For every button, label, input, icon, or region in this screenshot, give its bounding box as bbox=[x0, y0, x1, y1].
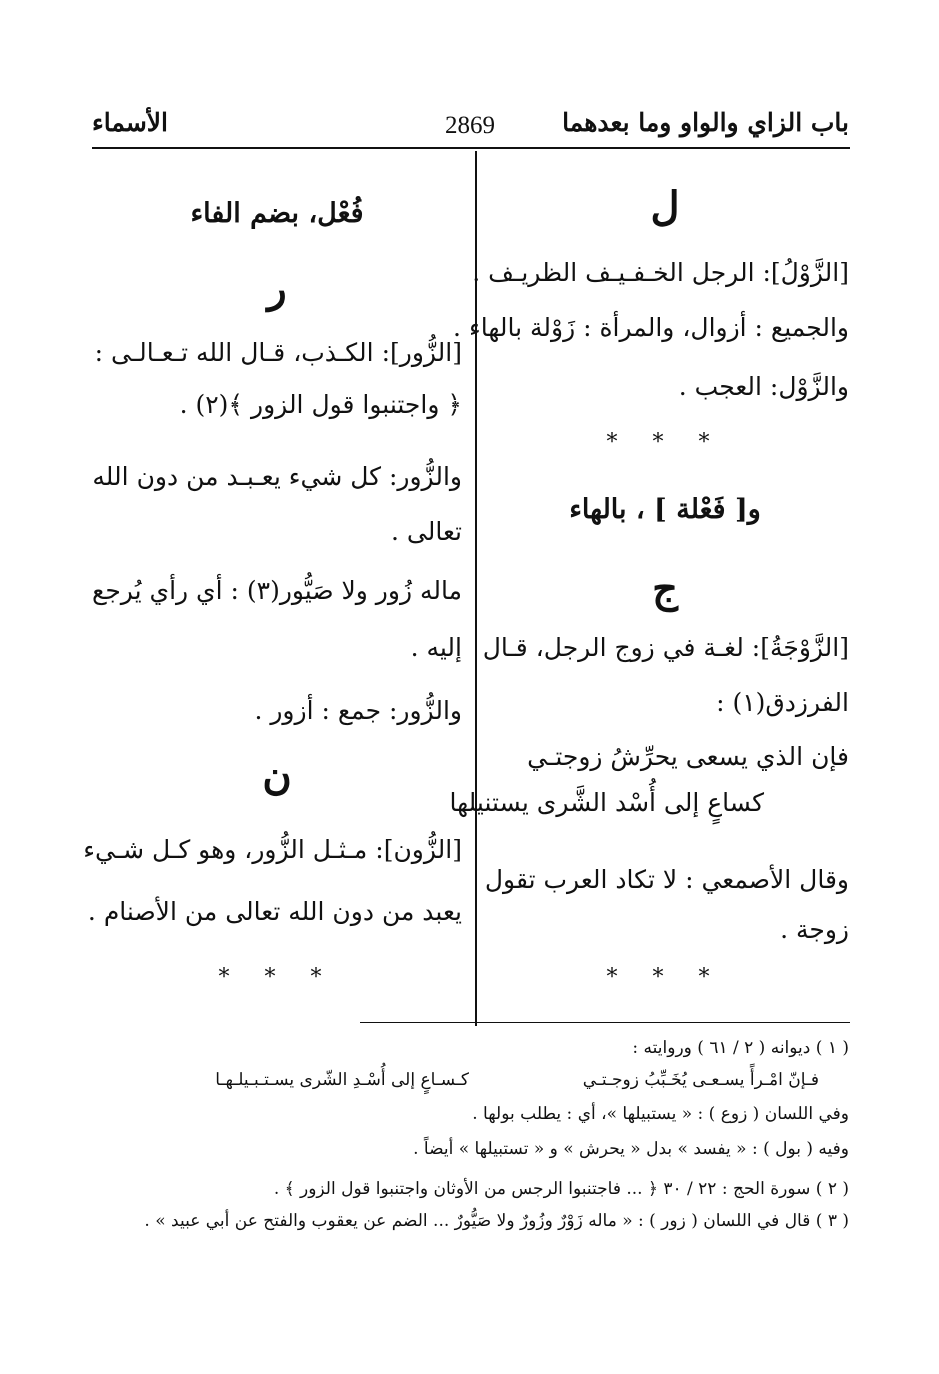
entry-zun-cont: يعبد من دون الله تعالى من الأصنام . bbox=[87, 897, 462, 926]
footnote-1: ( ١ ) ديوانه ( ٢ / ٦١ ) وروايته : bbox=[632, 1038, 849, 1058]
footnote-1-lisan: وفي اللسان ( زوع ) : « يستبيلها »، أي : يطلب بولها . bbox=[472, 1104, 849, 1124]
section-separator: * * * bbox=[606, 965, 724, 990]
entry-zur-quran: ﴿ واجتنبوا قول الزور ﴾(٢) . bbox=[179, 390, 462, 419]
letter-lam: ل bbox=[650, 183, 680, 230]
entry-asmai-cont: زوجة . bbox=[780, 915, 849, 944]
entry-zur: [الزُّور]: الكـذب، قـال الله تـعـالـى : bbox=[94, 338, 462, 367]
footnote-1-variant: وفيه ( بول ) : « يفسد » بدل « يحرش » و « تستبيلها » أيضاً . bbox=[413, 1139, 849, 1159]
entry-zawja-cont: الفرزدق(١) : bbox=[716, 688, 849, 717]
section-heading-fuul: فُعْل، بضم الفاء bbox=[190, 198, 364, 229]
footnote-rule bbox=[360, 1022, 850, 1023]
footnote-2: ( ٢ ) سورة الحج : ٢٢ / ٣٠ ﴿ ... فاجتنبوا الرجس من الأوثان واجتنبوا قول الزور ﴾ . bbox=[273, 1179, 849, 1199]
entry-zur-plural: والزُّور: جمع : أزور . bbox=[254, 696, 462, 725]
section-separator: * * * bbox=[606, 430, 724, 455]
entry-zawja: [الزَّوْجَةُ]: لغـة في زوج الرجل، قـال bbox=[482, 633, 849, 662]
entry-zawl-wonder: والزَّوْل: العجب . bbox=[678, 372, 849, 401]
entry-zur-opinion: ماله زُور ولا صَيُّور(٣) : أي رأي يُرجع bbox=[92, 576, 462, 605]
page-number: 2869 bbox=[445, 112, 495, 139]
letter-ra: ر bbox=[267, 265, 287, 312]
footnote-1-verse-first: فـإنّ امْـرأً يسـعـى يُخَـبِّبُ زوجـتـي bbox=[582, 1070, 819, 1090]
entry-zun: [الزُّون]: مـثـل الزُّور، وهو كـل شـيء bbox=[83, 835, 462, 864]
entry-zawl: [الزَّوْلُ]: الرجل الخـفـيـف الظريـف . bbox=[472, 258, 849, 287]
section-heading-falah: و[ فَعْلة ] ، بالهاء bbox=[569, 494, 761, 525]
running-header-chapter: باب الزاي والواو وما بعدهما bbox=[562, 108, 849, 137]
footnote-3: ( ٣ ) قال في اللسان ( زور ) : « ماله زَوْرٌ وزُورٌ ولا صَيُّورٌ ... الضم عن يعقوب والفتح عن أبي عبيد » . bbox=[144, 1211, 849, 1231]
verse-line-2: كساعٍ إلى أُسْد الشَّرى يستنيلها bbox=[449, 788, 764, 817]
entry-zawl-plural: والجميع : أزوال، والمرأة : زَوْلة بالهاء . bbox=[453, 313, 849, 342]
entry-zur-idol-cont: تعالى . bbox=[391, 517, 462, 546]
letter-nun: ن bbox=[262, 752, 292, 799]
entry-zur-opinion-cont: إليه . bbox=[410, 633, 462, 662]
section-separator: * * * bbox=[218, 965, 336, 990]
footnote-1-verse-second: كـسـاعٍ إلى أُسْـدِ الشّرى يسـتـبـيلـهـا bbox=[215, 1070, 469, 1090]
header-rule bbox=[92, 147, 850, 149]
entry-asmai: وقال الأصمعي : لا تكاد العرب تقول bbox=[484, 865, 849, 894]
entry-zur-idol: والزُّور: كل شيء يعـبـد من دون الله bbox=[92, 462, 462, 491]
running-header-section: الأسماء bbox=[92, 108, 168, 137]
verse-line-1: فإن الذي يسعى يحرِّشُ زوجتـي bbox=[527, 742, 849, 771]
letter-jim: ج bbox=[652, 565, 678, 612]
